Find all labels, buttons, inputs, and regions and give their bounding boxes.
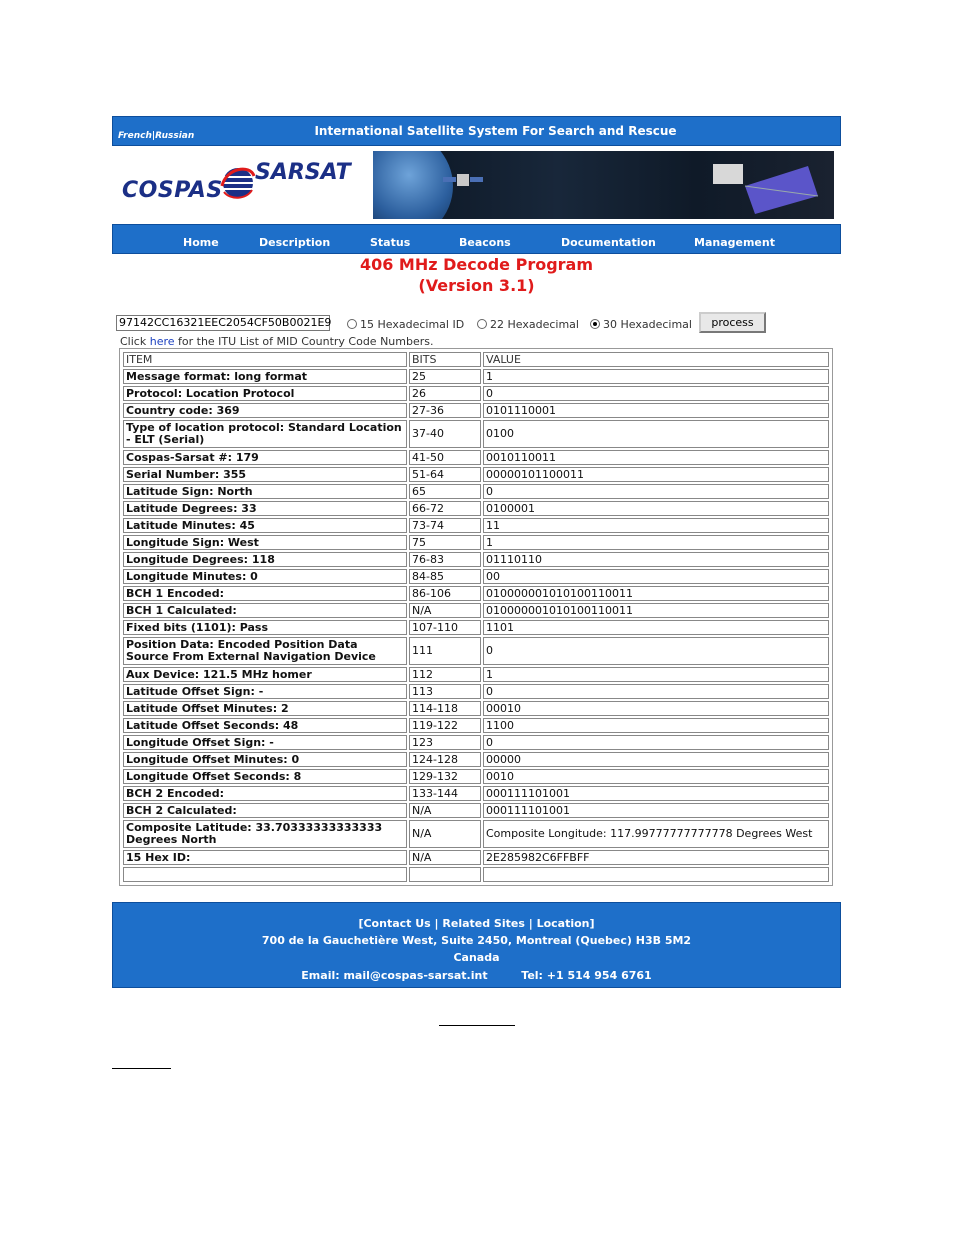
cell-value: 1 <box>483 535 829 550</box>
cospas-sarsat-logo[interactable] <box>122 160 367 210</box>
cell-bits: 123 <box>409 735 481 750</box>
cell-item: Aux Device: 121.5 MHz homer <box>123 667 407 682</box>
cell-bits: 37-40 <box>409 420 481 448</box>
cell-item: Latitude Offset Minutes: 2 <box>123 701 407 716</box>
cell-item: BCH 2 Encoded: <box>123 786 407 801</box>
cell-value: 0 <box>483 684 829 699</box>
table-row <box>123 701 829 716</box>
table-row <box>123 603 829 618</box>
cell-bits: 75 <box>409 535 481 550</box>
radio-label: 30 Hexadecimal <box>603 318 692 331</box>
cell-item: Latitude Offset Sign: - <box>123 684 407 699</box>
cell-bits: 114-118 <box>409 701 481 716</box>
earth-image <box>373 151 453 219</box>
table-row <box>123 803 829 818</box>
cell-bits <box>409 867 481 882</box>
process-button[interactable]: process <box>699 312 766 333</box>
cell-bits: 26 <box>409 386 481 401</box>
cell-value: 000111101001 <box>483 786 829 801</box>
branding-area <box>112 146 841 224</box>
cell-value: 00 <box>483 569 829 584</box>
cell-bits: 112 <box>409 667 481 682</box>
cell-bits: 65 <box>409 484 481 499</box>
table-row <box>123 684 829 699</box>
radio-30-hex[interactable] <box>590 318 692 331</box>
nav-beacons[interactable]: Beacons <box>459 236 511 249</box>
logo-sarsat-text: SARSAT <box>255 160 351 185</box>
cell-item <box>123 867 407 882</box>
cell-bits: 27-36 <box>409 403 481 418</box>
cell-value: 0010110011 <box>483 450 829 465</box>
table-row <box>123 820 829 848</box>
page-footer <box>112 902 841 988</box>
satellite-banner-image <box>373 151 834 219</box>
radio-label: 15 Hexadecimal ID <box>360 318 465 331</box>
table-row <box>123 867 829 882</box>
cell-bits: N/A <box>409 850 481 865</box>
itu-help-text: Click here for the ITU List of MID Country Code Numbers. <box>120 335 434 348</box>
cell-item: Fixed bits (1101): Pass <box>123 620 407 635</box>
cell-value: Composite Longitude: 117.99777777777778 Degrees West <box>483 820 829 848</box>
radio-button-icon <box>477 319 487 329</box>
footer-address: 700 de la Gauchetière West, Suite 2450, Montreal (Quebec) H3B 5M2 <box>261 934 692 947</box>
footer-phone: Tel: +1 514 954 6761 <box>521 969 652 982</box>
table-row <box>123 769 829 784</box>
globe-logo-icon <box>220 164 256 200</box>
cell-value: 0100 <box>483 420 829 448</box>
table-row <box>123 850 829 865</box>
table-row <box>123 369 829 384</box>
footer-country: Canada <box>453 951 500 964</box>
table-row <box>123 667 829 682</box>
cell-item: 15 Hex ID: <box>123 850 407 865</box>
cell-item: Position Data: Encoded Position Data Source From External Navigation Device <box>123 637 407 665</box>
divider-line <box>439 1025 515 1026</box>
table-row <box>123 552 829 567</box>
cell-bits: 73-74 <box>409 518 481 533</box>
cell-item: Longitude Offset Sign: - <box>123 735 407 750</box>
table-row <box>123 420 829 448</box>
cell-item: BCH 2 Calculated: <box>123 803 407 818</box>
decode-results-table <box>119 348 833 886</box>
footer-contact <box>113 969 840 982</box>
top-header-bar <box>112 116 841 146</box>
table-header-row <box>123 352 829 367</box>
cell-item: Longitude Offset Minutes: 0 <box>123 752 407 767</box>
cell-item: Longitude Sign: West <box>123 535 407 550</box>
satellite-icon <box>443 166 483 196</box>
cell-value: 0101110001 <box>483 403 829 418</box>
table-row <box>123 535 829 550</box>
table-row <box>123 569 829 584</box>
cell-bits: N/A <box>409 803 481 818</box>
cell-value: 11 <box>483 518 829 533</box>
cell-value: 0 <box>483 637 829 665</box>
web-page-frame <box>112 116 841 988</box>
cell-value: 1101 <box>483 620 829 635</box>
cell-bits: 66-72 <box>409 501 481 516</box>
cell-item: Latitude Minutes: 45 <box>123 518 407 533</box>
cell-value: 0 <box>483 386 829 401</box>
cell-item: BCH 1 Calculated: <box>123 603 407 618</box>
table-row <box>123 637 829 665</box>
cell-item: Latitude Degrees: 33 <box>123 501 407 516</box>
table-row <box>123 467 829 482</box>
cell-value: 1 <box>483 667 829 682</box>
cell-item: BCH 1 Encoded: <box>123 586 407 601</box>
cell-bits: 111 <box>409 637 481 665</box>
column-header-bits: BITS <box>409 352 481 367</box>
cell-item: Longitude Offset Seconds: 8 <box>123 769 407 784</box>
cell-item: Longitude Degrees: 118 <box>123 552 407 567</box>
hex-id-input[interactable]: 97142CC16321EEC2054CF50B0021E9 <box>116 315 330 331</box>
cell-value: 2E285982C6FFBFF <box>483 850 829 865</box>
divider-line <box>112 1068 171 1069</box>
nav-documentation[interactable]: Documentation <box>561 236 656 249</box>
page-version: (Version 3.1) <box>418 276 535 295</box>
nav-description[interactable]: Description <box>259 236 331 249</box>
nav-status[interactable]: Status <box>370 236 411 249</box>
cell-value: 0100001 <box>483 501 829 516</box>
cell-item: Cospas-Sarsat #: 179 <box>123 450 407 465</box>
cell-item: Message format: long format <box>123 369 407 384</box>
table-row <box>123 386 829 401</box>
cell-item: Latitude Sign: North <box>123 484 407 499</box>
cell-value: 0 <box>483 484 829 499</box>
cell-bits: 113 <box>409 684 481 699</box>
cell-value <box>483 867 829 882</box>
page-title: 406 MHz Decode Program <box>359 255 594 274</box>
footer-links[interactable]: [Contact Us | Related Sites | Location] <box>358 917 595 930</box>
cell-bits: N/A <box>409 820 481 848</box>
satellite-icon <box>713 156 823 216</box>
cell-value: 00000 <box>483 752 829 767</box>
radio-label: 22 Hexadecimal <box>490 318 579 331</box>
cell-item: Longitude Minutes: 0 <box>123 569 407 584</box>
table-row <box>123 501 829 516</box>
table-row <box>123 786 829 801</box>
table-row <box>123 518 829 533</box>
cell-bits: 107-110 <box>409 620 481 635</box>
cell-value: 010000001010100110011 <box>483 586 829 601</box>
nav-home[interactable]: Home <box>183 236 219 249</box>
itu-list-link[interactable]: here <box>149 335 175 348</box>
cell-item: Protocol: Location Protocol <box>123 386 407 401</box>
cell-bits: N/A <box>409 603 481 618</box>
cell-value: 00010 <box>483 701 829 716</box>
language-links[interactable]: French|Russian <box>118 131 195 141</box>
site-tagline: International Satellite System For Search and Rescue <box>314 124 677 138</box>
column-header-item: ITEM <box>123 352 407 367</box>
cell-bits: 119-122 <box>409 718 481 733</box>
cell-bits: 41-50 <box>409 450 481 465</box>
cell-bits: 129-132 <box>409 769 481 784</box>
logo-cospas-text: COSPAS <box>122 178 223 203</box>
cell-item: Country code: 369 <box>123 403 407 418</box>
cell-value: 0 <box>483 735 829 750</box>
cell-item: Latitude Offset Seconds: 48 <box>123 718 407 733</box>
radio-button-checked-icon <box>590 319 600 329</box>
cell-item: Composite Latitude: 33.70333333333333 Degrees North <box>123 820 407 848</box>
table-row <box>123 752 829 767</box>
table-row <box>123 735 829 750</box>
column-header-value: VALUE <box>483 352 829 367</box>
cell-bits: 133-144 <box>409 786 481 801</box>
cell-value: 0010 <box>483 769 829 784</box>
table-row <box>123 450 829 465</box>
cell-bits: 84-85 <box>409 569 481 584</box>
cell-value: 00000101100011 <box>483 467 829 482</box>
cell-value: 1100 <box>483 718 829 733</box>
table-row <box>123 484 829 499</box>
radio-15-hex[interactable] <box>347 318 464 331</box>
cell-value: 010000001010100110011 <box>483 603 829 618</box>
table-row <box>123 403 829 418</box>
cell-item: Type of location protocol: Standard Location - ELT (Serial) <box>123 420 407 448</box>
footer-email[interactable]: Email: mail@cospas-sarsat.int <box>301 969 488 982</box>
cell-item: Serial Number: 355 <box>123 467 407 482</box>
table-row <box>123 586 829 601</box>
cell-value: 01110110 <box>483 552 829 567</box>
cell-bits: 25 <box>409 369 481 384</box>
radio-button-icon <box>347 319 357 329</box>
cell-value: 000111101001 <box>483 803 829 818</box>
cell-bits: 76-83 <box>409 552 481 567</box>
table-row <box>123 620 829 635</box>
cell-bits: 124-128 <box>409 752 481 767</box>
main-navigation <box>112 224 841 254</box>
table-row <box>123 718 829 733</box>
cell-bits: 86-106 <box>409 586 481 601</box>
radio-22-hex[interactable] <box>477 318 579 331</box>
cell-value: 1 <box>483 369 829 384</box>
nav-management[interactable]: Management <box>694 236 775 249</box>
cell-bits: 51-64 <box>409 467 481 482</box>
